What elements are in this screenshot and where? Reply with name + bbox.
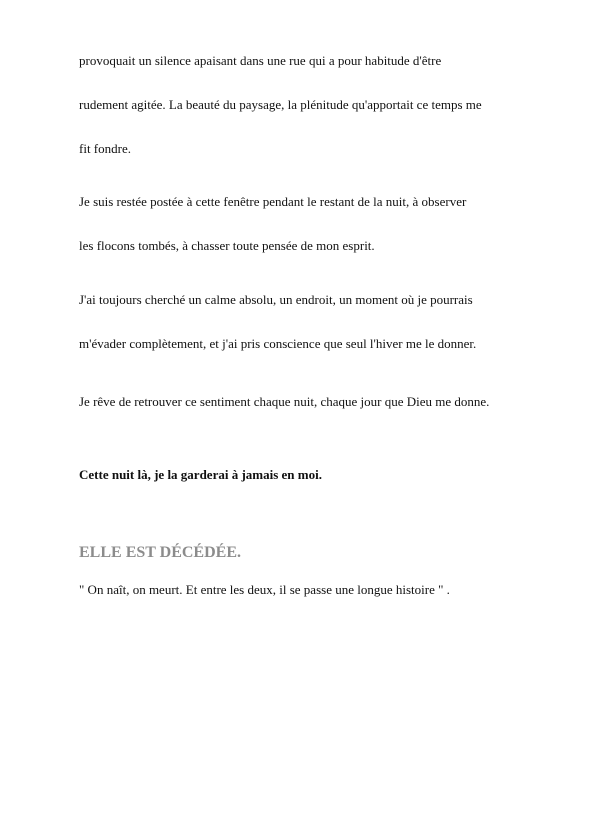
paragraph-3-line-1: J'ai toujours cherché un calme absolu, un endroit, un moment où je pourrais bbox=[79, 292, 473, 307]
paragraph-2-line-2: les flocons tombés, à chasser toute pensée de mon esprit. bbox=[79, 238, 375, 253]
quote-line: " On naît, on meurt. Et entre les deux, il se passe une longue histoire " . bbox=[79, 582, 450, 597]
paragraph-1-line-1: provoquait un silence apaisant dans une rue qui a pour habitude d'être bbox=[79, 53, 442, 68]
paragraph-4: Je rêve de retrouver ce sentiment chaque nuit, chaque jour que Dieu me donne. bbox=[79, 394, 490, 409]
paragraph-2-line-1: Je suis restée postée à cette fenêtre pendant le restant de la nuit, à observer bbox=[79, 194, 467, 209]
bold-closing-line: Cette nuit là, je la garderai à jamais en moi. bbox=[79, 467, 322, 482]
section-heading: ELLE EST DÉCÉDÉE. bbox=[79, 544, 241, 561]
paragraph-3-line-2: m'évader complètement, et j'ai pris conscience que seul l'hiver me le donner. bbox=[79, 336, 477, 351]
paragraph-1-line-3: fit fondre. bbox=[79, 141, 131, 156]
paragraph-1-line-2: rudement agitée. La beauté du paysage, la plénitude qu'apportait ce temps me bbox=[79, 97, 482, 112]
